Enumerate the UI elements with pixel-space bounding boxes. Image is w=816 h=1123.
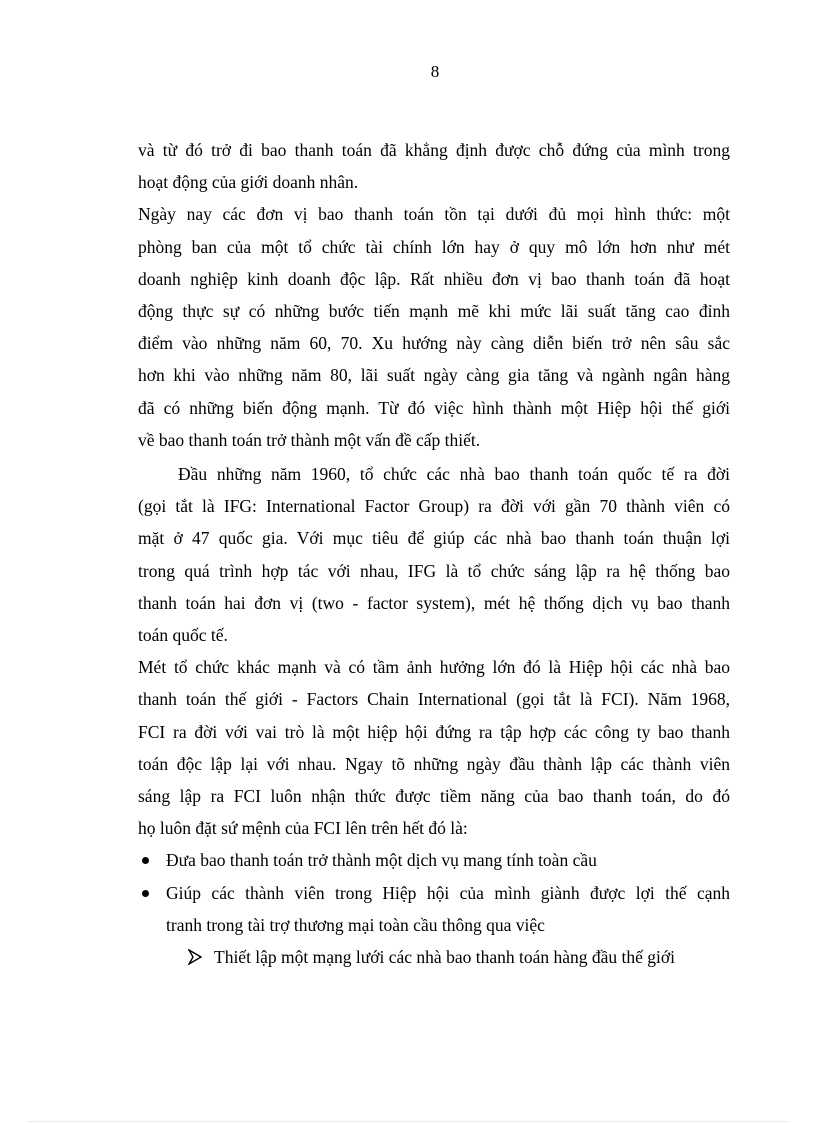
paragraph-fci xyxy=(138,651,730,844)
text-line: Đưa bao thanh toán trở thành một dịch vụ mang tính toàn cầu xyxy=(166,850,597,871)
text-line: Mét tổ chức khác mạnh và có tầm ảnh hưởng lớn đó là Hiệp hội các nhà bao xyxy=(138,657,730,678)
list-item xyxy=(138,877,730,941)
text-line: hoạt động của giới doanh nhân. xyxy=(138,172,359,193)
text-line: Giúp các thành viên trong Hiệp hội của mình giành được lợi thế cạnh xyxy=(166,882,730,903)
paragraph-today xyxy=(138,198,730,456)
bullet-dot-icon xyxy=(142,890,149,897)
text-line: tranh trong tài trợ thương mại toàn cầu thông qua việc xyxy=(166,914,545,935)
text-line: động thực sự có những bước tiến mạnh mẽ khi mức lãi suất tăng cao đỉnh xyxy=(138,301,730,322)
arrow-bullet-icon xyxy=(188,949,202,965)
text-line: điểm vào những năm 60, 70. Xu hướng này càng diễn biến trở nên sâu sắc xyxy=(138,333,730,354)
paragraph-ifg xyxy=(138,458,730,651)
text-line: Đầu những năm 1960, tổ chức các nhà bao thanh toán quốc tế ra đời xyxy=(178,464,730,485)
text-line: FCI ra đời với vai trò là một hiệp hội đứng ra tập hợp các công ty bao thanh xyxy=(138,721,730,742)
text-line: họ luôn đặt sứ mệnh của FCI lên trên hết đó là: xyxy=(138,818,468,839)
sub-list-item xyxy=(138,941,730,973)
text-line: và từ đó trở đi bao thanh toán đã khẳng định được chỗ đứng của mình trong xyxy=(138,140,730,160)
text-line: hơn khi vào những năm 80, lãi suất ngày càng gia tăng và ngành ngân hàng xyxy=(138,365,730,386)
text-line: Thiết lập một mạng lưới các nhà bao thanh toán hàng đầu thế giới xyxy=(214,947,675,968)
paragraph-history xyxy=(138,134,730,198)
text-line: thanh toán thế giới - Factors Chain International (gọi tắt là FCI). Năm 1968, xyxy=(138,689,730,710)
body-text xyxy=(138,134,730,973)
text-line: doanh nghiệp kinh doanh độc lập. Rất nhiều đơn vị bao thanh toán đã hoạt xyxy=(138,268,730,289)
text-line: sáng lập ra FCI luôn nhận thức được tiềm năng của bao thanh toán, do đó xyxy=(138,786,730,807)
text-line: phòng ban của một tổ chức tài chính lớn hay ở quy mô lớn hơn như mét xyxy=(138,236,730,257)
text-line: đã có những biến động mạnh. Từ đó việc hình thành một Hiệp hội thế giới xyxy=(138,397,730,418)
text-line: về bao thanh toán trở thành một vấn đề cấp thiết. xyxy=(138,429,481,450)
text-line: mặt ở 47 quốc gia. Với mục tiêu để giúp các nhà bao thanh toán thuận lợi xyxy=(138,528,730,549)
text-line: toán độc lập lại với nhau. Ngay tõ những ngày đầu thành lập các thành viên xyxy=(138,753,730,774)
text-line: trong quá trình hợp tác với nhau, IFG là tổ chức sáng lập ra hệ thống bao xyxy=(138,560,730,581)
bullet-dot-icon xyxy=(142,857,149,864)
mission-list xyxy=(138,844,730,973)
list-item xyxy=(138,844,730,876)
text-line: thanh toán hai đơn vị (two - factor system), mét hệ thống dịch vụ bao thanh xyxy=(138,592,730,613)
page-number: 8 xyxy=(430,62,440,81)
text-line: (gọi tắt là IFG: International Factor Group) ra đời với gần 70 thành viên có xyxy=(138,496,730,517)
text-line: toán quốc tế. xyxy=(138,625,228,646)
page-bottom-divider xyxy=(28,1121,788,1122)
text-line: Ngày nay các đơn vị bao thanh toán tồn tại dưới đủ mọi hình thức: một xyxy=(138,204,730,225)
